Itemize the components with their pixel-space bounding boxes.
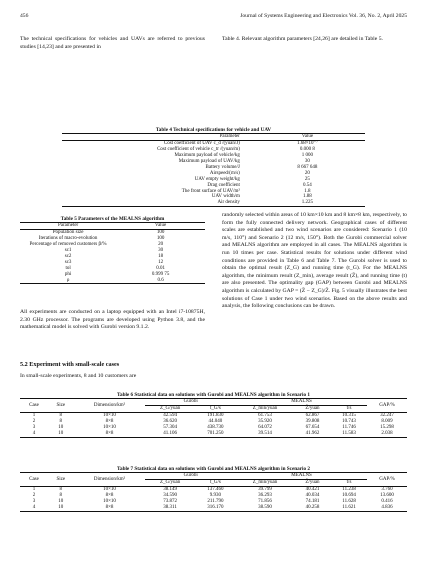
table-cell: 30 bbox=[158, 248, 164, 254]
table-cell: 57.304 bbox=[163, 425, 177, 431]
table-cell: 30 bbox=[304, 159, 310, 165]
table-header-cell: Value bbox=[301, 134, 314, 140]
table-cell: 25 bbox=[304, 176, 310, 182]
table-4 bbox=[62, 127, 365, 207]
table-cell: sc1 bbox=[64, 248, 72, 254]
table-cell: 100 bbox=[156, 236, 165, 242]
table-cell: 39.799 bbox=[258, 487, 272, 493]
table-cell: 10×10 bbox=[103, 425, 116, 431]
table-cell: 191.830 bbox=[207, 413, 224, 419]
table-cell: 36.293 bbox=[258, 493, 272, 499]
table-cell: phi bbox=[64, 271, 72, 277]
group-gurobi: Gurobi bbox=[145, 473, 236, 480]
col-zg: Z_G/yuan bbox=[159, 480, 181, 486]
table-cell: 71.856 bbox=[258, 499, 272, 505]
table-cell: 8.009 bbox=[381, 419, 393, 425]
group-mealns: MEALNS bbox=[236, 473, 367, 480]
table-cell: 12 bbox=[158, 259, 164, 265]
table-cell: 41.962 bbox=[305, 430, 320, 436]
table-cell: 2 bbox=[32, 493, 36, 499]
table-cell: 1.68×10⁻⁷ bbox=[296, 141, 318, 147]
table-cell: 1.8 bbox=[304, 188, 311, 194]
table-header-cell: Value bbox=[154, 223, 167, 229]
table-cell: 1 000 bbox=[301, 153, 314, 159]
table-cell: 34.590 bbox=[163, 493, 177, 499]
table-cell: sc2 bbox=[64, 253, 72, 259]
table-cell: ρ bbox=[66, 277, 70, 283]
col-case: Case bbox=[20, 473, 48, 487]
table-cell: Percentage of removed customers β/% bbox=[29, 242, 107, 248]
table-cell: 39.514 bbox=[258, 430, 272, 436]
table-cell: 3.760 bbox=[381, 487, 393, 493]
table-6-grid bbox=[20, 398, 407, 437]
table-cell: Drag coefficient bbox=[207, 182, 240, 188]
table-cell: 11.746 bbox=[342, 425, 356, 431]
table-6 bbox=[20, 392, 407, 438]
table-cell: 3 bbox=[32, 499, 36, 505]
table-cell: 438.730 bbox=[207, 425, 224, 431]
col-gap: GAP/% bbox=[367, 399, 407, 413]
table-row bbox=[20, 505, 407, 511]
table-cell: 10×10 bbox=[103, 499, 116, 505]
col-tg: t_G/s bbox=[209, 406, 221, 412]
table-cell: 701.250 bbox=[207, 430, 224, 436]
table-cell: Cost coefficient of UAV c_d /(yuan/J) bbox=[163, 141, 240, 147]
table-cell: 67.654 bbox=[305, 425, 320, 431]
table-cell: 40.034 bbox=[305, 493, 320, 499]
table-cell: 42.594 bbox=[163, 413, 177, 419]
col-zmin: Z_min/yuan bbox=[252, 406, 278, 412]
table-cell: 8 bbox=[59, 487, 63, 493]
col-zbar: Z̄/yuan bbox=[305, 406, 320, 412]
table-cell: 10.743 bbox=[342, 419, 356, 425]
table-cell: 3 bbox=[32, 425, 36, 431]
experiment-setup-paragraph: All experiments are conducted on a laptop equipped with an Intel i7-10875H, 2.30 GHz processor. The programs are developed using Python 3.8, and the mathematical model is solved with Gurobi version 9.1.2. bbox=[20, 309, 205, 331]
table-cell: 40.421 bbox=[305, 487, 320, 493]
table-cell: 36.620 bbox=[163, 419, 177, 425]
table-cell: 20 bbox=[304, 170, 310, 176]
table-cell: Airspeed/(m/s) bbox=[209, 170, 240, 176]
table-cell: 100 bbox=[156, 230, 165, 236]
table-cell: 4.836 bbox=[381, 504, 393, 510]
table-cell: 74.181 bbox=[305, 499, 320, 505]
table-cell: The front surface of UAV/m² bbox=[181, 188, 240, 194]
table-cell: 10×10 bbox=[103, 413, 116, 419]
table-cell: 0.01 bbox=[156, 265, 165, 271]
table-cell: 38.590 bbox=[258, 504, 272, 510]
table-cell: 1 bbox=[32, 487, 36, 493]
journal-title: Journal of Systems Engineering and Electronics Vol. 36, No. 2, April 2025 bbox=[240, 13, 407, 19]
table-cell: Cost coefficient of vehicle c_tr /(yuan/m) bbox=[157, 147, 240, 153]
table-cell: 2.038 bbox=[381, 430, 393, 436]
table-cell: 10×10 bbox=[103, 487, 116, 493]
group-mealns: MEALNS bbox=[236, 399, 367, 406]
table-cell: 73.872 bbox=[163, 499, 177, 505]
table-cell: Maximum payload of UAV/kg bbox=[178, 159, 240, 165]
table-cell: 1.225 bbox=[301, 200, 314, 206]
table-cell: 2 bbox=[32, 419, 36, 425]
section-heading: 5.2 Experiment with small-scale cases bbox=[20, 361, 120, 368]
table-cell: 10 bbox=[58, 504, 64, 510]
table-7-caption: Table 7 Statistical data on solutions with Gurobi and MEALNS algorithm in Scenario 2 bbox=[117, 466, 310, 472]
table-cell: 0.416 bbox=[381, 499, 393, 505]
table-cell: 15.298 bbox=[380, 425, 394, 431]
table-cell: 0.6 bbox=[157, 277, 164, 283]
table-cell: 18 bbox=[158, 253, 164, 259]
table-cell: 62.867 bbox=[305, 413, 320, 419]
table-cell: 8×8 bbox=[105, 419, 114, 425]
col-t: t/s bbox=[346, 406, 352, 412]
table-cell: 8 bbox=[59, 493, 63, 499]
table-row bbox=[20, 431, 407, 437]
table-cell: 10 bbox=[58, 425, 64, 431]
col-zg: Z_G/yuan bbox=[159, 406, 181, 412]
col-tg: t_G/s bbox=[209, 480, 221, 486]
table-cell: 4 bbox=[32, 430, 36, 436]
col-zmin: Z_min/yuan bbox=[252, 480, 278, 486]
section-paragraph: In small-scale experiments, 8 and 10 customers are bbox=[20, 373, 137, 379]
table-row bbox=[20, 278, 205, 284]
table-cell: Battery volume/J bbox=[205, 164, 240, 170]
table-cell: 10 bbox=[58, 430, 64, 436]
table-cell: 61.753 bbox=[258, 413, 272, 419]
table-cell: 40.258 bbox=[305, 504, 320, 510]
table-cell: 38.311 bbox=[163, 504, 177, 510]
col-gap: GAP/% bbox=[367, 473, 407, 487]
table-cell: 20 bbox=[158, 242, 164, 248]
table-cell: 4 bbox=[32, 504, 36, 510]
table-row bbox=[62, 200, 365, 206]
table-cell: 8×8 bbox=[105, 493, 114, 499]
table-5 bbox=[20, 216, 205, 284]
col-zbar: Z̄/yuan bbox=[305, 480, 320, 486]
table-7-grid bbox=[20, 472, 407, 511]
table-4-caption: Table 4 Technical specifications for vehicle and UAV bbox=[155, 127, 272, 133]
col-size: Size bbox=[48, 399, 74, 413]
table-cell: 8 bbox=[59, 419, 63, 425]
table-cell: 10 bbox=[58, 499, 64, 505]
table-cell: 9.930 bbox=[209, 493, 222, 499]
group-gurobi: Gurobi bbox=[145, 399, 236, 406]
table-cell: 211.790 bbox=[207, 499, 224, 505]
table-cell: 41.106 bbox=[163, 430, 177, 436]
table-cell: 38.149 bbox=[163, 487, 177, 493]
table-cell: 1.88 bbox=[303, 194, 312, 200]
table-cell: 1 bbox=[32, 413, 36, 419]
table-cell: 8 bbox=[59, 413, 63, 419]
table-cell: 0.000 8 bbox=[299, 147, 315, 153]
col-t: t/s bbox=[346, 480, 352, 486]
table-cell: 8×8 bbox=[105, 430, 114, 436]
table-cell: 39.808 bbox=[305, 419, 320, 425]
table-5-caption: Table 5 Parameters of the MEALNS algorithm bbox=[60, 216, 165, 222]
table-4-grid bbox=[62, 133, 365, 207]
table-cell: Maximum payload of vehicle/kg bbox=[174, 153, 240, 159]
col-size: Size bbox=[48, 473, 74, 487]
table-cell: Population size bbox=[52, 230, 84, 236]
table-cell: UAV width/m bbox=[211, 194, 240, 200]
table-cell: tol bbox=[65, 265, 71, 271]
table-5-grid bbox=[20, 222, 205, 284]
table-cell: Air density bbox=[217, 200, 240, 206]
table-cell: UAV empty weight/kg bbox=[194, 176, 240, 182]
page-number: 456 bbox=[20, 13, 29, 19]
results-paragraph: randomly selected within areas of 10 km×10 km and 8 km×8 km, respectively, to form the fully connected delivery network. Geographical cases of different scales are established and two wind scenarios are considered: Scenario 1 (10 m/s, 110°) and Scenario 2 (12 m/s, 150°). Both the Gurobi commercial solver and MEALNS algorithm are employed in all cases. The MEALNS algorithm is run 10 times per case. Statistical results for solutions under different wind conditions are provided in Table 6 and Table 7. The Gurobi solver is used to obtain the optimal result (Z_G) and running time (t_G). For the MEALNS algorithm, the minimum result (Z_min), average result (Z̄), and running time (t) are also presented. The optimality gap (GAP) between Gurobi and MEALNS algorithm is calculated by GAP = (Z̄ − Z_G)/Z̄. Fig. 5 visually illustrates the best solutions of Case 1 under two wind scenarios. Based on the above results and analysis, the following conclusions can be drawn. bbox=[222, 212, 407, 310]
table-cell: 10.694 bbox=[342, 493, 356, 499]
table-cell: 64.072 bbox=[258, 425, 272, 431]
intro-left: The technical specifications for vehicles and UAVs are referred to previous studies [14,23] and are presented in bbox=[20, 36, 205, 50]
table-cell: 35.920 bbox=[258, 419, 272, 425]
table-cell: 316.170 bbox=[207, 504, 224, 510]
table-cell: 10.315 bbox=[342, 413, 356, 419]
table-cell: 44.040 bbox=[208, 419, 223, 425]
table-header-cell: Parameter bbox=[57, 223, 79, 229]
table-cell: 11.621 bbox=[342, 504, 356, 510]
table-cell: 11.583 bbox=[342, 430, 356, 436]
table-header-cell: Parameter bbox=[219, 134, 240, 140]
table-cell: Iterations of macro-evolution bbox=[38, 236, 98, 242]
table-cell: 11.628 bbox=[342, 499, 356, 505]
table-cell: 8×8 bbox=[105, 504, 114, 510]
col-dimension: Dimension/km² bbox=[74, 399, 146, 413]
table-cell: 11.238 bbox=[342, 487, 356, 493]
table-cell: sc3 bbox=[64, 259, 72, 265]
col-case: Case bbox=[20, 399, 48, 413]
table-cell: 137.460 bbox=[207, 487, 224, 493]
table-cell: 32.247 bbox=[380, 413, 394, 419]
table-cell: 13.600 bbox=[380, 493, 394, 499]
table-cell: 8 667 648 bbox=[297, 164, 318, 170]
col-dimension: Dimension/km² bbox=[74, 473, 146, 487]
table-cell: 0.54 bbox=[303, 182, 312, 188]
table-cell: 0.999 75 bbox=[151, 271, 170, 277]
table-6-caption: Table 6 Statistical data on solutions with Gurobi and MEALNS algorithm in Scenario 1 bbox=[117, 392, 310, 398]
intro-right: Table 4. Relevant algorithm parameters [24,26] are detailed in Table 5. bbox=[222, 36, 383, 42]
table-7 bbox=[20, 466, 407, 512]
